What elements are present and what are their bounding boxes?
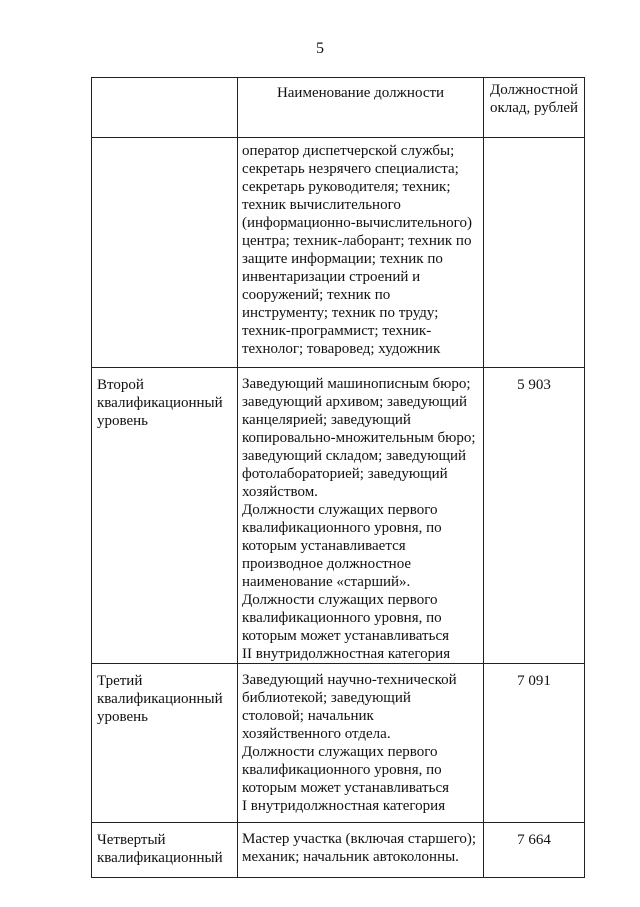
position-line: техник вычислительного xyxy=(242,197,401,213)
position-line: Должности служащих первого xyxy=(242,502,438,518)
level-line: Четвертый xyxy=(97,832,166,848)
level-cell xyxy=(92,368,238,664)
position-line: Должности служащих первого xyxy=(242,744,438,760)
position-line: которым устанавливается xyxy=(242,538,406,554)
level-line: уровень xyxy=(97,413,149,429)
level-cell xyxy=(92,823,238,878)
level-line: квалификационный xyxy=(97,691,223,707)
positions-cell xyxy=(238,138,484,368)
level-line: уровень xyxy=(97,709,149,725)
table-row xyxy=(92,823,585,878)
position-line: центра; техник-лаборант; техник по xyxy=(242,233,472,249)
position-line: заведующий архивом; заведующий xyxy=(242,394,467,410)
position-line: копировально-множительным бюро; xyxy=(242,430,476,446)
salary-cell: 5 903 xyxy=(484,368,585,664)
position-line: Должности служащих первого xyxy=(242,592,438,608)
table-header-row xyxy=(92,78,585,138)
position-line: канцелярией; заведующий xyxy=(242,412,411,428)
position-line: механик; начальник автоколонны. xyxy=(242,849,459,865)
position-line: защите информации; техник по xyxy=(242,251,443,267)
position-line: квалификационного уровня, по xyxy=(242,610,442,626)
header-salary-line: Должностной xyxy=(489,82,579,98)
position-line: которым может устанавливаться xyxy=(242,780,449,796)
positions-cell xyxy=(238,368,484,664)
positions-cell xyxy=(238,823,484,878)
positions-cell xyxy=(238,664,484,823)
position-line: секретарь незрячего специалиста; xyxy=(242,161,459,177)
position-line: которым может устанавливаться xyxy=(242,628,449,644)
position-line: инструменту; техник по труду; xyxy=(242,305,439,321)
position-line: технолог; товаровед; художник xyxy=(242,341,441,357)
table-row xyxy=(92,368,585,664)
position-line: квалификационного уровня, по xyxy=(242,520,442,536)
table-row xyxy=(92,138,585,368)
table-row xyxy=(92,664,585,823)
salary-cell: 7 664 xyxy=(484,823,585,878)
position-line: наименование «старший». xyxy=(242,574,411,590)
position-line: (информационно-вычислительного) xyxy=(242,215,472,231)
position-line: инвентаризации строений и xyxy=(242,269,421,285)
position-line: хозяйством. xyxy=(242,484,318,500)
position-line: квалификационного уровня, по xyxy=(242,762,442,778)
header-salary-cell xyxy=(484,78,585,138)
position-line: II внутридолжностная категория xyxy=(242,646,451,662)
level-cell xyxy=(92,664,238,823)
header-level-cell xyxy=(92,78,238,138)
position-line: техник-программист; техник- xyxy=(242,323,432,339)
position-line: библиотекой; заведующий xyxy=(242,690,411,706)
position-line: Заведующий машинописным бюро; xyxy=(242,376,471,392)
level-line: Второй xyxy=(97,377,144,393)
level-line: Третий xyxy=(97,673,143,689)
position-line: оператор диспетчерской службы; xyxy=(242,143,455,159)
position-line: I внутридолжностная категория xyxy=(242,798,446,814)
header-position-cell: Наименование должности xyxy=(238,78,484,138)
level-line: квалификационный xyxy=(97,850,223,866)
salary-cell: 7 091 xyxy=(484,664,585,823)
salary-cell xyxy=(484,138,585,368)
position-line: сооружений; техник по xyxy=(242,287,391,303)
position-line: столовой; начальник xyxy=(242,708,374,724)
page-number: 5 xyxy=(316,40,324,57)
position-line: заведующий складом; заведующий xyxy=(242,448,467,464)
position-line: хозяйственного отдела. xyxy=(242,726,391,742)
position-line: производное должностное xyxy=(242,556,412,572)
level-cell xyxy=(92,138,238,368)
position-line: Мастер участка (включая старшего); xyxy=(242,831,477,847)
salary-table xyxy=(91,77,585,878)
level-line: квалификационный xyxy=(97,395,223,411)
header-salary-line: оклад, рублей xyxy=(489,100,579,116)
position-line: секретарь руководителя; техник; xyxy=(242,179,451,195)
position-line: фотолабораторией; заведующий xyxy=(242,466,448,482)
position-line: Заведующий научно-технической xyxy=(242,672,457,688)
